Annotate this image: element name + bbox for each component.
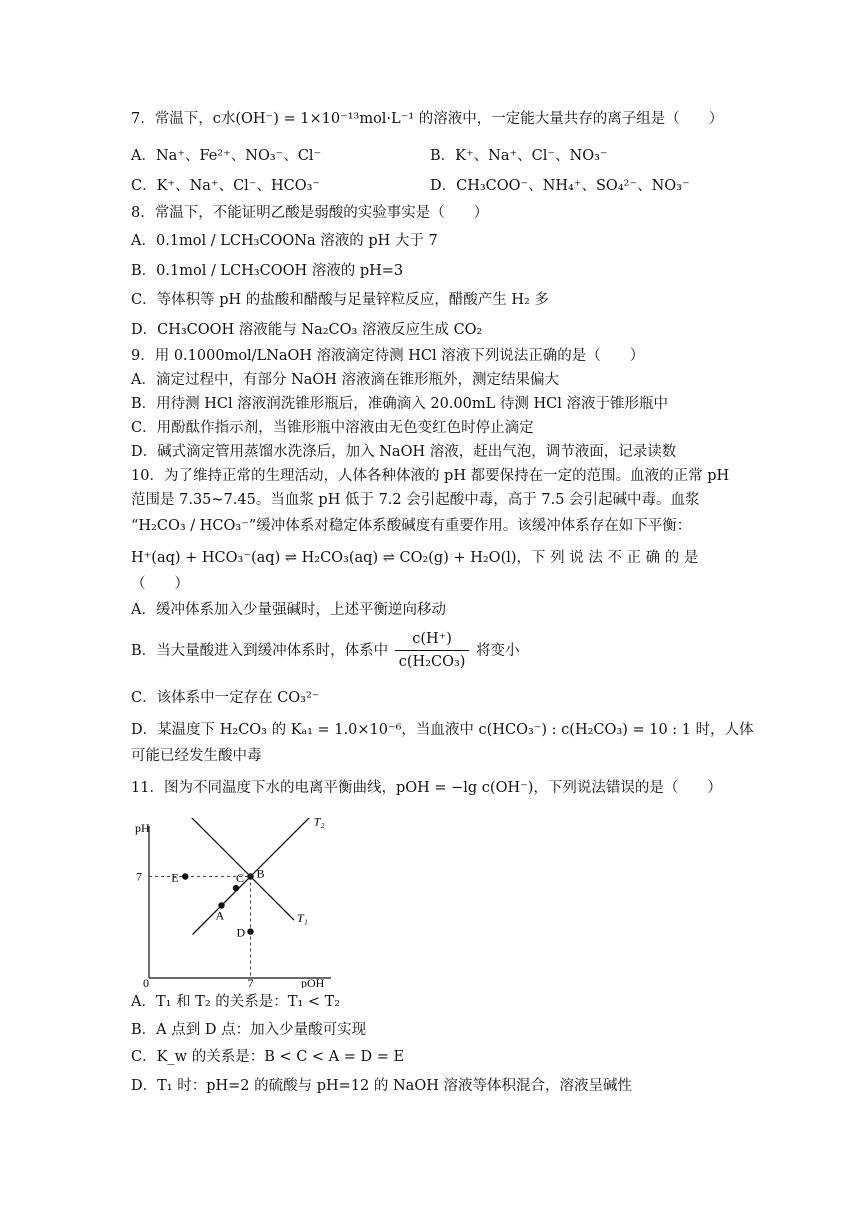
point-b xyxy=(247,873,253,879)
origin-tick-label: 0 xyxy=(143,976,149,988)
point-label-c: C xyxy=(236,871,245,886)
q10-option-b xyxy=(131,628,520,673)
series-label-t2: T₂ xyxy=(313,818,325,829)
x-axis-label: pOH xyxy=(301,976,325,988)
q7-option-d: D．CH₃COO⁻、NH₄⁺、SO₄²⁻、NO₃⁻ xyxy=(430,178,690,194)
point-d xyxy=(247,928,253,934)
q10-equilibrium-line: H⁺(aq) + HCO₃⁻(aq) ⇌ H₂CO₃(aq) ⇌ CO₂(g) + H₂O(l)，下 列 说 法 不 正 确 的 是 xyxy=(131,550,699,566)
q11-option-a: A．T₁ 和 T₂ 的关系是：T₁ < T₂ xyxy=(131,994,341,1010)
q8-stem: 8．常温下，不能证明乙酸是弱酸的实验事实是（ ） xyxy=(131,205,489,221)
q7-option-b: B．K⁺、Na⁺、Cl⁻、NO₃⁻ xyxy=(430,148,608,164)
point-c xyxy=(233,885,239,891)
q10-option-c: C．该体系中一定存在 CO₃²⁻ xyxy=(131,690,320,706)
q10-option-d-line-2: 可能已经发生酸中毒 xyxy=(131,748,262,764)
point-e xyxy=(182,873,188,879)
water-ionization-chart xyxy=(135,818,335,988)
q10-option-b-suffix: 将变小 xyxy=(476,643,520,659)
q10-fraction-numerator: c(H⁺) xyxy=(395,628,470,651)
q8-option-c: C．等体积等 pH 的盐酸和醋酸与足量锌粒反应，醋酸产生 H₂ 多 xyxy=(131,292,549,308)
q9-option-b: B．用待测 HCl 溶液润洗锥形瓶后，准确滴入 20.00mL 待测 HCl 溶液于锥形瓶中 xyxy=(131,396,668,412)
q8-option-a: A．0.1mol / LCH₃COONa 溶液的 pH 大于 7 xyxy=(131,233,438,249)
q11-stem: 11．图为不同温度下水的电离平衡曲线，pOH = −lg c(OH⁻)，下列说法错误的是（ ） xyxy=(131,780,722,796)
q11-option-d: D．T₁ 时：pH=2 的硫酸与 pH=12 的 NaOH 溶液等体积混合，溶液呈碱性 xyxy=(131,1078,632,1094)
y-axis-label: pH xyxy=(135,821,150,835)
point-label-a: A xyxy=(215,908,225,923)
q10-fraction xyxy=(395,628,470,673)
q9-stem: 9．用 0.1000mol/LNaOH 溶液滴定待测 HCl 溶液下列说法正确的是（ ） xyxy=(131,348,645,364)
chart-svg xyxy=(135,818,335,988)
q10-line-1: 10．为了维持正常的生理活动，人体各种体液的 pH 都要保持在一定的范围。血液的正常 pH xyxy=(131,468,730,484)
series-line-t1 xyxy=(178,818,294,920)
q10-fraction-denominator: c(H₂CO₃) xyxy=(398,654,466,670)
y-tick-label-7: 7 xyxy=(136,869,142,884)
point-label-d: D xyxy=(236,925,246,940)
q8-option-d: D．CH₃COOH 溶液能与 Na₂CO₃ 溶液反应生成 CO₂ xyxy=(131,322,483,338)
q9-option-c: C．用酚酞作指示剂，当锥形瓶中溶液由无色变红色时停止滴定 xyxy=(131,420,534,436)
q7-stem: 7．常温下，c水(OH⁻) = 1×10⁻¹³mol·L⁻¹ 的溶液中，一定能大量共存的离子组是（ ） xyxy=(131,111,724,127)
q7-option-c: C．K⁺、Na⁺、Cl⁻、HCO₃⁻ xyxy=(131,178,321,194)
q10-line-2: 范围是 7.35~7.45。当血浆 pH 低于 7.2 会引起酸中毒，高于 7.5 会引起碱中毒。血浆 xyxy=(131,492,700,508)
q10-line-5: （ ） xyxy=(131,576,189,592)
q8-option-b: B．0.1mol / LCH₃COOH 溶液的 pH=3 xyxy=(131,263,404,279)
point-label-e: E xyxy=(171,870,179,885)
x-tick-label-7: 7 xyxy=(247,976,254,988)
q7-option-a: A．Na⁺、Fe²⁺、NO₃⁻、Cl⁻ xyxy=(131,148,322,164)
point-label-b: B xyxy=(256,866,265,881)
q9-option-a: A．滴定过程中，有部分 NaOH 溶液滴在锥形瓶外，测定结果偏大 xyxy=(131,372,560,388)
q11-option-c: C．K_w 的关系是：B < C < A = D = E xyxy=(131,1049,405,1065)
q10-option-b-prefix: B．当大量酸进入到缓冲体系时，体系中 xyxy=(131,643,389,659)
q10-line-3: “H₂CO₃ / HCO₃⁻”缓冲体系对稳定体系酸碱度有重要作用。该缓冲体系存在如下平衡： xyxy=(131,518,692,534)
q10-option-d-line-1: D．某温度下 H₂CO₃ 的 Kₐ₁ = 1.0×10⁻⁶，当血液中 c(HCO₃⁻) : c(H₂CO₃) = 10 : 1 时，人体 xyxy=(131,722,754,738)
q11-option-b: B．A 点到 D 点：加入少量酸可实现 xyxy=(131,1022,367,1038)
q10-option-a: A．缓冲体系加入少量强碱时，上述平衡逆向移动 xyxy=(131,602,446,618)
series-label-t1: T₁ xyxy=(297,911,308,925)
q9-option-d: D．碱式滴定管用蒸馏水洗涤后，加入 NaOH 溶液，赶出气泡，调节液面，记录读数 xyxy=(131,444,677,460)
